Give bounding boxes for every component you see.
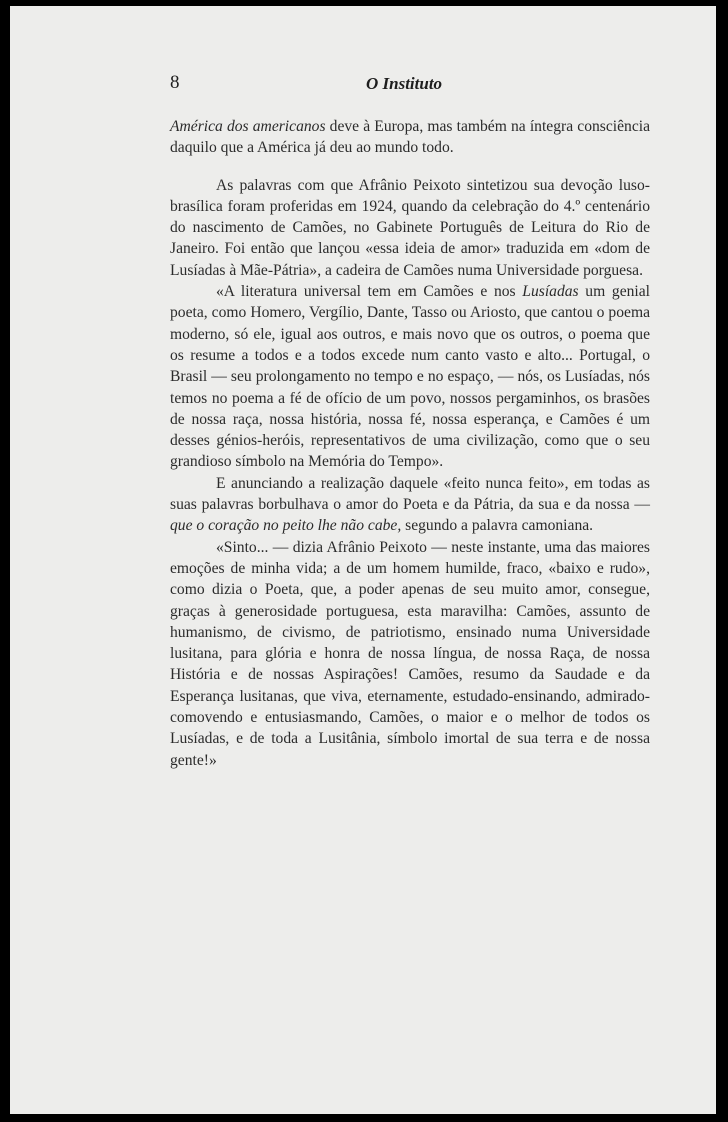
body-text [170, 116, 650, 771]
italic-quote: que o coração no peito lhe não cabe, [170, 517, 402, 535]
paragraph [170, 473, 650, 537]
paragraph-text: «A literatura universal tem em Camões e nos [216, 283, 523, 301]
italic-phrase: América dos americanos [170, 118, 326, 135]
paragraph-text: E anunciando a realização daquele «feito nunca feito», em todas as suas palavras borbulhava o amor do Poeta e da Pátria, da sua e da nossa — [170, 474, 650, 514]
quote-paragraph [170, 281, 650, 473]
paragraph [170, 175, 650, 281]
paragraph-continuation [170, 116, 650, 159]
italic-title: Lusíadas [522, 283, 579, 301]
quote-paragraph [170, 537, 650, 771]
book-page [10, 6, 716, 1114]
paragraph-text: deve à Europa, mas também na íntegra consciência daquilo que a América já deu ao mundo todo. [170, 118, 650, 157]
paragraph-text: segundo a palavra camoniana. [401, 517, 594, 535]
page-number: 8 [170, 72, 180, 93]
running-title: O Instituto [366, 74, 443, 93]
paragraph-text: As palavras com que Afrânio Peixoto sintetizou sua devoção luso-brasílica foram proferidas em 1924, quando da celebração do 4.º centenário do nascimento de Camões, no Gabinete Português de Leitura do Rio de Janeiro. Foi então que lançou «essa ideia de amor» traduzida em «dom de Lusíadas à Mãe-Pátria», a cadeira de Camões numa Universidade porguesa. [170, 176, 650, 279]
paragraph-text: um genial poeta, como Homero, Vergílio, Dante, Tasso ou Ariosto, que cantou o poema moderno, só ele, igual aos outros, e mais novo que os outros, o poema que os resume a todos e a todos excede num canto vasto e alto... Portugal, o Brasil — seu prolongamento no tempo e no espaço, — nós, os Lusíadas, nós temos no poema a fé de ofício de um povo, nossos pergaminhos, os brasões de nossa raça, nossa história, nossa fé, nossa esperança, e Camões é um desses génios-heróis, representativos de uma civilização, como que o seu grandioso símbolo na Memória do Tempo». [170, 283, 650, 471]
page-header [10, 70, 716, 100]
paragraph-text: «Sinto... — dizia Afrânio Peixoto — neste instante, uma das maiores emoções de minha vida; a de um homem humilde, fraco, «baixo e rudo», como dizia o Poeta, que, a poder apenas de seu muito amor, consegue, graças à generosidade portuguesa, esta maravilha: Camões, assunto de humanismo, de civismo, de patriotismo, ensinado numa Universidade lusitana, para glória e honra de nossa língua, de nossa Raça, de nossa História e de nossas Aspirações! Camões, resumo da Saudade e da Esperança lusitanas, que viva, eternamente, estudado-ensinando, admirado-comovendo e entusiasmando, Camões, o maior e o melhor de todos os Lusíadas, e de toda a Lusitânia, símbolo imortal de sua terra e de nossa gente!» [170, 538, 650, 769]
